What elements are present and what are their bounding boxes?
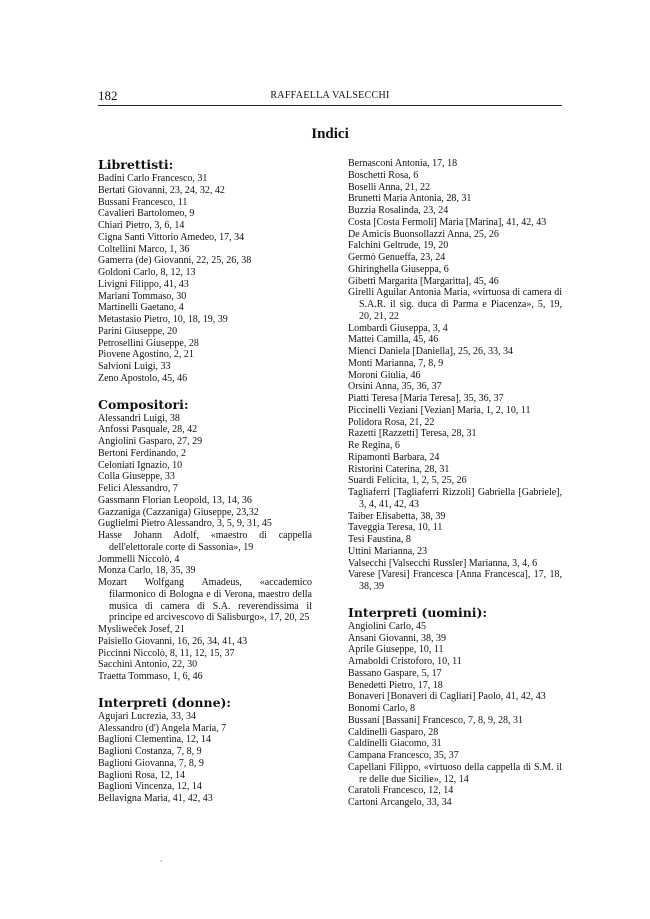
index-entry: Livigni Filippo, 41, 43 [98, 278, 189, 290]
index-entry: Parini Giuseppe, 20 [98, 325, 178, 337]
index-entry: Gamerra (de) Giovanni, 22, 25, 26, 38 [98, 255, 252, 267]
index-entry: Goldoni Carlo, 8, 12, 13 [98, 267, 196, 278]
index-entry: Mariani Tommaso, 30 [98, 290, 187, 302]
section-heading: Interpreti (donne): [98, 694, 232, 710]
index-entry: Gazzaniga (Cazzaniga) Giuseppe, 23,32 [98, 506, 259, 518]
index-entry: Anfossi Pasquale, 28, 42 [98, 424, 198, 436]
index-entry: Piccinelli Veziani [Vezian] Maria, 1, 2, 10, 11 [348, 404, 531, 416]
stray-mark: · [160, 857, 163, 866]
index-entry: Uttini Marianna, 23 [348, 545, 428, 557]
index-entry: Baglioni Rosa, 12, 14 [98, 769, 185, 781]
index-entry: Baglioni Vincenza, 12, 14 [98, 781, 202, 793]
index-section [348, 606, 562, 809]
index-entry: Costa [Costa Fermoli] Maria [Marina], 41, 42, 43 [348, 216, 547, 228]
index-entry: Razetti [Razzetti] Teresa, 28, 31 [348, 428, 477, 440]
index-entry: Tesi Faustina, 8 [348, 534, 411, 545]
index-entry: Bertoni Ferdinando, 2 [98, 447, 187, 459]
section-heading: Compositori: [98, 396, 189, 412]
index-entry: Caratoli Francesco, 12, 14 [348, 785, 454, 797]
left-column [98, 158, 312, 805]
index-entry: Caldinelli Gasparo, 28 [348, 726, 439, 738]
index-entry: Badini Carlo Francesco, 31 [98, 173, 208, 184]
index-entry: Polidora Rosa, 21, 22 [348, 416, 435, 428]
section-heading: Librettisti: [98, 157, 174, 172]
index-entry: Metastasio Pietro, 10, 18, 19, 39 [98, 314, 228, 325]
page-number: 182 [98, 88, 118, 103]
index-entry: Monti Marianna, 7, 8, 9 [348, 357, 444, 369]
running-head: RAFFAELLA VALSECCHI [270, 90, 390, 101]
index-entry: Campana Francesco, 35, 37 [348, 750, 459, 761]
index-entry: Boschetti Rosa, 6 [348, 169, 419, 181]
index-entry: Germò Genueffa, 23, 24 [348, 252, 446, 263]
index-entry: Re Regina, 6 [348, 440, 400, 451]
index-entry: Mienci Daniela [Daniella], 25, 26, 33, 34 [348, 346, 513, 357]
section-gap [348, 593, 562, 606]
section-gap [98, 385, 312, 398]
index-entry: Girelli Aguilar Antonia Maria, «virtuosa di camera di S.A.R. il sig. duca di Parma e Piacenza», 5, 19, 20, 21, 22 [348, 287, 562, 322]
index-entry: De Amicis Buonsollazzi Anna, 25, 26 [348, 228, 499, 240]
index-entry: Colla Giuseppe, 33 [98, 471, 175, 483]
section-gap [98, 683, 312, 696]
index-entry: Aprile Giuseppe, 10, 11 [348, 644, 444, 656]
index-entry: Suardi Felicita, 1, 2, 5, 25, 26 [348, 475, 467, 487]
index-entry: Taveggia Teresa, 10, 11 [348, 522, 443, 534]
index-section [98, 398, 312, 683]
header-rule [98, 105, 562, 106]
index-entry: Petrosellini Giuseppe, 28 [98, 337, 199, 349]
right-column [348, 158, 562, 809]
index-entry: Arnaboldi Cristoforo, 10, 11 [348, 656, 462, 667]
index-entry: Falchini Geltrude, 19, 20 [348, 240, 449, 252]
index-entry: Agujari Lucrezia, 33, 34 [98, 710, 197, 722]
index-entry: Caldinelli Giacomo, 31 [348, 738, 442, 750]
index-entry: Tagliaferri [Tagliaferri Rizzoli] Gabriella [Gabriele], 3, 4, 41, 42, 43 [348, 487, 562, 510]
index-entry: Cartoni Arcangelo, 33, 34 [348, 797, 452, 808]
page-title: Indici [311, 126, 349, 142]
index-entry: Alessandro (d') Angela Maria, 7 [98, 722, 227, 734]
index-entry: Gibetti Margarita [Margaritta], 45, 46 [348, 275, 499, 287]
index-entry: Orsini Anna, 35, 36, 37 [348, 381, 442, 393]
index-entry: Felici Alessandro, 7 [98, 483, 178, 494]
index-section [98, 696, 312, 805]
index-entry: Taiber Elisabetta, 38, 39 [348, 510, 446, 522]
index-entry: Boselli Anna, 21, 22 [348, 181, 430, 193]
index-entry: Capellani Filippo, «virtuoso della cappella di S.M. il re delle due Sicilie», 12, 14 [348, 761, 562, 785]
index-section [98, 158, 312, 385]
index-entry: Hasse Johann Adolf, «maestro di cappella dell'elettorale corte di Sassonia», 19 [98, 530, 312, 553]
index-entry: Bernasconi Antonia, 17, 18 [348, 158, 458, 169]
index-entry: Monza Carlo, 18, 35, 39 [98, 565, 196, 577]
index-entry: Buzzia Rosalinda, 23, 24 [348, 205, 449, 216]
index-entry: Paisiello Giovanni, 16, 26, 34, 41, 43 [98, 635, 248, 647]
index-entry: Salvioni Luigi, 33 [98, 361, 171, 372]
index-section [348, 158, 562, 593]
index-entry: Bonomi Carlo, 8 [348, 703, 415, 714]
index-entry: Gassmann Florian Leopold, 13, 14, 36 [98, 494, 252, 506]
index-entry: Ansani Giovanni, 38, 39 [348, 632, 447, 644]
index-entry: Ristorini Caterina, 28, 31 [348, 463, 450, 475]
index-entry: Valsecchi [Valsecchi Russler] Marianna, 3, 4, 6 [348, 557, 538, 569]
index-entry: Bussani [Bassani] Francesco, 7, 8, 9, 28, 31 [348, 714, 523, 726]
index-entry: Angiolini Gasparo, 27, 29 [98, 436, 203, 447]
index-entry: Moroni Giulia, 46 [348, 369, 421, 381]
index-entry: Piatti Teresa [Maria Teresa], 35, 36, 37 [348, 393, 504, 404]
index-entry: Traetta Tommaso, 1, 6, 46 [98, 671, 203, 682]
index-entry: Mattei Camilla, 45, 46 [348, 334, 439, 346]
index-entry: Alessandri Luigi, 38 [98, 412, 180, 424]
index-entry: Guglielmi Pietro Alessandro, 3, 5, 9, 31, 45 [98, 518, 272, 530]
index-entry: Angiolini Carlo, 45 [348, 620, 427, 632]
index-entry: Mysliweček Josef, 21 [98, 624, 185, 635]
index-entry: Benedetti Pietro, 17, 18 [348, 679, 443, 691]
index-entry: Baglioni Clementina, 12, 14 [98, 734, 212, 746]
index-entry: Brunetti Maria Antonia, 28, 31 [348, 193, 472, 205]
index-entry: Bonaveri [Bonaveri di Cagliari] Paolo, 41, 42, 43 [348, 691, 546, 703]
index-entry: Baglioni Costanza, 7, 8, 9 [98, 746, 202, 757]
index-entry: Chiari Pietro, 3, 6, 14 [98, 220, 185, 231]
index-entry: Piovene Agostino, 2, 21 [98, 349, 194, 361]
index-entry: Celoniati Ignazio, 10 [98, 459, 183, 471]
index-entry: Piccinni Niccolò, 8, 11, 12, 15, 37 [98, 647, 235, 659]
index-entry: Bellavigna Maria, 41, 42, 43 [98, 793, 213, 804]
index-entry: Bassano Gaspare, 5, 17 [348, 667, 442, 679]
index-entry: Jommelli Niccolò, 4 [98, 553, 180, 565]
index-entry: Ripamonti Barbara, 24 [348, 451, 440, 463]
index-entry: Varese [Varesi] Francesca [Anna Francesca], 17, 18, 38, 39 [348, 569, 562, 592]
index-entry: Bussani Francesco, 11 [98, 196, 188, 208]
index-entry: Baglioni Giovanna, 7, 8, 9 [98, 757, 204, 769]
index-entry: Cavalieri Bartolomeo, 9 [98, 208, 195, 220]
section-heading: Interpreti (uomini): [348, 604, 488, 620]
index-entry: Mozart Wolfgang Amadeus, «accademico filarmonico di Bologna e di Verona, maestro della musica di camera di S.A. reverendissima il principe ed arcivescovo di Salisburgo», 17, 20, 25 [98, 577, 312, 624]
index-entry: Martinelli Gaetano, 4 [98, 302, 184, 314]
index-entry: Coltellini Marco, 1, 36 [98, 243, 190, 255]
index-entry: Lombardi Giuseppa, 3, 4 [348, 322, 448, 334]
index-entry: Bertati Giovanni, 23, 24, 32, 42 [98, 184, 225, 196]
index-entry: Zeno Apostolo, 45, 46 [98, 372, 188, 384]
index-entry: Sacchini Antonio, 22, 30 [98, 659, 198, 671]
index-entry: Ghiringhella Giuseppa, 6 [348, 263, 449, 275]
index-entry: Cigna Santi Vittorio Amedeo, 17, 34 [98, 231, 245, 243]
